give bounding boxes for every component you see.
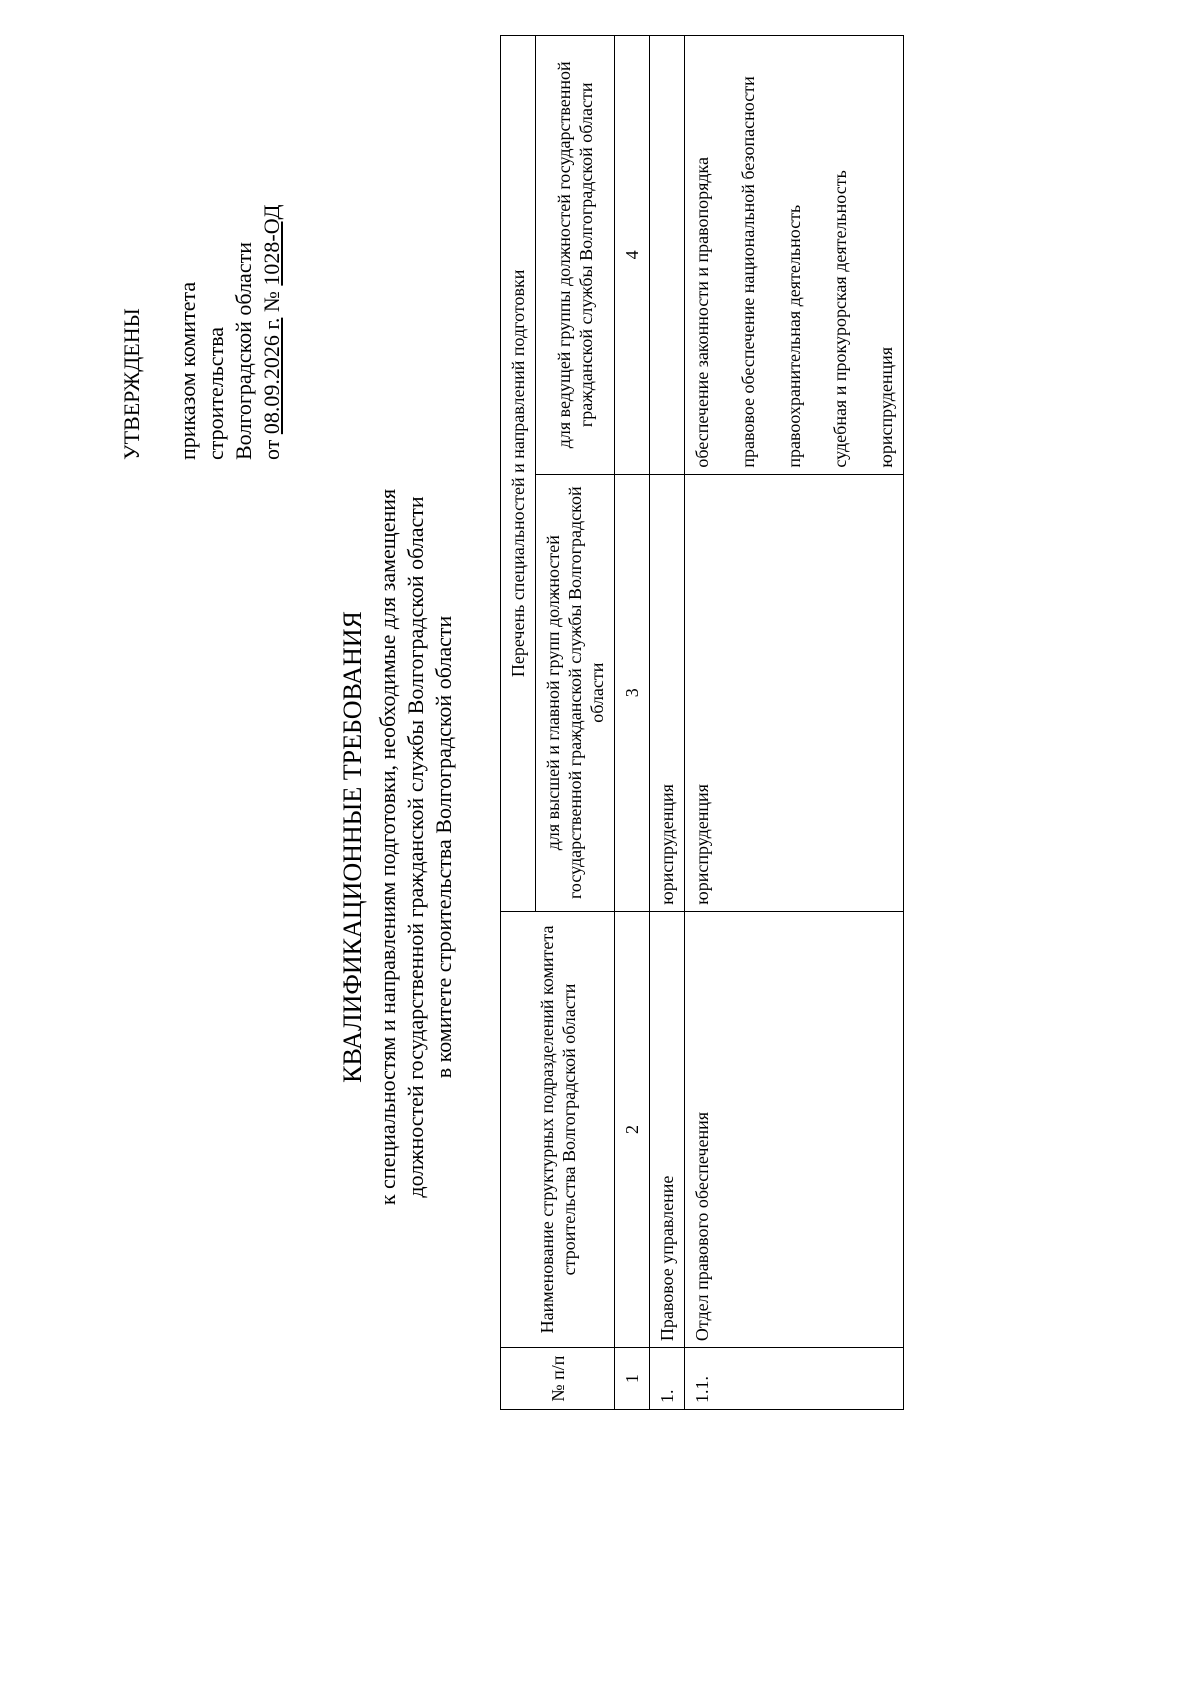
col-number-1: 1 [615, 1348, 650, 1410]
row-higher [650, 474, 685, 911]
approval-line-1: приказом комитета [175, 281, 200, 460]
table-row [650, 36, 685, 1410]
approval-number: 1028-ОД [259, 204, 284, 286]
number-label: № [259, 291, 284, 313]
row-name: Отдел правового обеспечения [685, 911, 904, 1347]
row-name: Правовое управление [650, 911, 685, 1347]
higher-spec: юриспруденция [692, 784, 712, 905]
col-number-3: 3 [615, 474, 650, 911]
header-num: № п/п [501, 1348, 615, 1410]
table-row [685, 36, 904, 1410]
row-num: 1.1. [685, 1348, 904, 1410]
header-higher: для высшей и главной групп должностей государственной гражданской службы Волгоградской области [536, 474, 615, 911]
approval-date: 08.09.2026 г. [259, 317, 284, 435]
row-higher [685, 474, 904, 911]
col-number-4: 4 [615, 36, 650, 475]
approval-date-line [258, 205, 286, 461]
approval-block [118, 205, 286, 461]
leading-spec: правоохранительная деятельность [784, 204, 804, 468]
row-leading [685, 36, 904, 475]
row-num: 1. [650, 1348, 685, 1410]
approval-line-3: Волгоградской области [231, 242, 256, 460]
leading-spec: судебная и прокурорская деятельность [830, 170, 850, 468]
col-number-2: 2 [615, 911, 650, 1347]
title-line-2: должностей государственной гражданской службы Волгоградской области [403, 496, 428, 1198]
requirements-table [500, 35, 904, 1410]
approval-heading: УТВЕРЖДЕНЫ [119, 308, 144, 460]
approval-line-2: строительства [203, 326, 228, 460]
from-label: от [259, 439, 284, 460]
title-line-3: в комитете строительства Волгоградской области [431, 615, 456, 1079]
header-name: Наименование структурных подразделений комитета строительства Волгоградской области [501, 911, 615, 1347]
leading-spec: обеспечение законности и правопорядка [692, 156, 712, 468]
column-numbers-row [615, 36, 650, 1410]
header-leading: для ведущей группы должностей государственной гражданской службы Волгоградской области [536, 36, 615, 475]
title-line-1: к специальностям и направлениям подготовки, необходимые для замещения [375, 488, 400, 1206]
row-leading [650, 36, 685, 475]
higher-spec: юриспруденция [657, 784, 677, 905]
leading-spec: правовое обеспечение национальной безопасности [738, 76, 758, 468]
leading-spec: юриспруденция [876, 346, 896, 468]
header-list: Перечень специальностей и направлений подготовки [501, 36, 536, 912]
document-title [336, 247, 458, 1447]
title-main: КВАЛИФИКАЦИОННЫЕ ТРЕБОВАНИЯ [338, 611, 367, 1083]
